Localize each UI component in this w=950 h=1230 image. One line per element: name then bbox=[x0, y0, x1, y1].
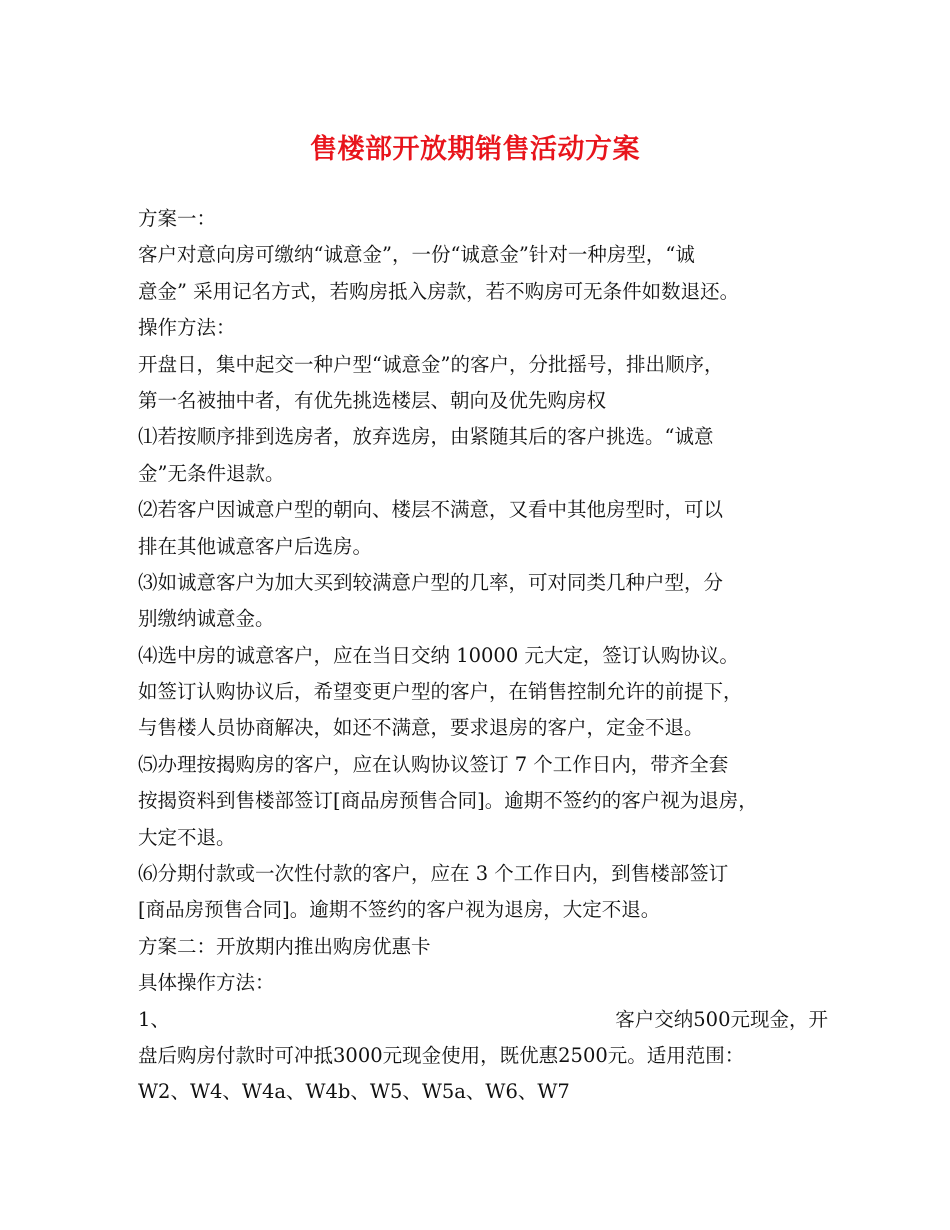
text-line: 金”无条件退款。 bbox=[138, 461, 285, 485]
text-line: 方案一： bbox=[138, 207, 217, 230]
text-line: 意金” 采用记名方式，若购房抵入房款，若不购房可无条件如数退还。 bbox=[138, 279, 740, 303]
text-line: 方案二：开放期内推出购房优惠卡 bbox=[138, 934, 431, 958]
list-item-1 bbox=[138, 1002, 828, 1038]
text-line: 与售楼人员协商解决，如还不满意，要求退房的客户，定金不退。 bbox=[138, 716, 704, 740]
text-line: ⑴若按顺序排到选房者，放弃选房，由紧随其后的客户挑选。“诚意 bbox=[138, 425, 714, 449]
text-line: 如签订认购协议后，希望变更户型的客户，在销售控制允许的前提下， bbox=[138, 680, 743, 704]
text-line: 客户对意向房可缴纳“诚意金”，一份“诚意金”针对一种房型，“诚 bbox=[138, 243, 695, 267]
text-line: 操作方法： bbox=[138, 316, 236, 340]
text-line: ⑵若客户因诚意户型的朝向、楼层不满意，又看中其他房型时，可以 bbox=[138, 498, 724, 522]
text-line: 按揭资料到售楼部签订[商品房预售合同]。逾期不签约的客户视为退房， bbox=[138, 789, 758, 813]
document-body bbox=[138, 201, 828, 1111]
text-line: ⑷选中房的诚意客户，应在当日交纳 10000 元大定，签订认购协议。 bbox=[138, 643, 739, 667]
text-line: 具体操作方法： bbox=[138, 971, 275, 995]
document-title: 售楼部开放期销售活动方案 bbox=[310, 134, 640, 165]
list-item-text: 客户交纳500元现金，开 bbox=[615, 1007, 828, 1031]
text-line: W2、W4、W4a、W4b、W5、W5a、W6、W7 bbox=[138, 1080, 570, 1104]
text-line: 排在其他诚意客户后选房。 bbox=[138, 534, 373, 558]
text-line: 开盘日，集中起交一种户型“诚意金”的客户，分批摇号，排出顺序， bbox=[138, 352, 724, 376]
text-line: 大定不退。 bbox=[138, 825, 236, 849]
list-item-number: 1、 bbox=[138, 1007, 170, 1031]
text-line: 盘后购房付款时可冲抵3000元现金使用，既优惠2500元。适用范围： bbox=[138, 1043, 745, 1067]
text-line: ⑸办理按揭购房的客户，应在认购协议签订 7 个工作日内，带齐全套 bbox=[138, 752, 729, 776]
text-line: 第一名被抽中者，有优先挑选楼层、朝向及优先购房权 bbox=[138, 388, 607, 412]
text-line: ⑶如诚意客户为加大买到较满意户型的几率，可对同类几种户型，分 bbox=[138, 570, 724, 594]
text-line: 别缴纳诚意金。 bbox=[138, 607, 275, 631]
text-line: ⑹分期付款或一次性付款的客户，应在 3 个工作日内，到售楼部签订 bbox=[138, 862, 729, 886]
text-line: [商品房预售合同]。逾期不签约的客户视为退房，大定不退。 bbox=[138, 898, 661, 922]
